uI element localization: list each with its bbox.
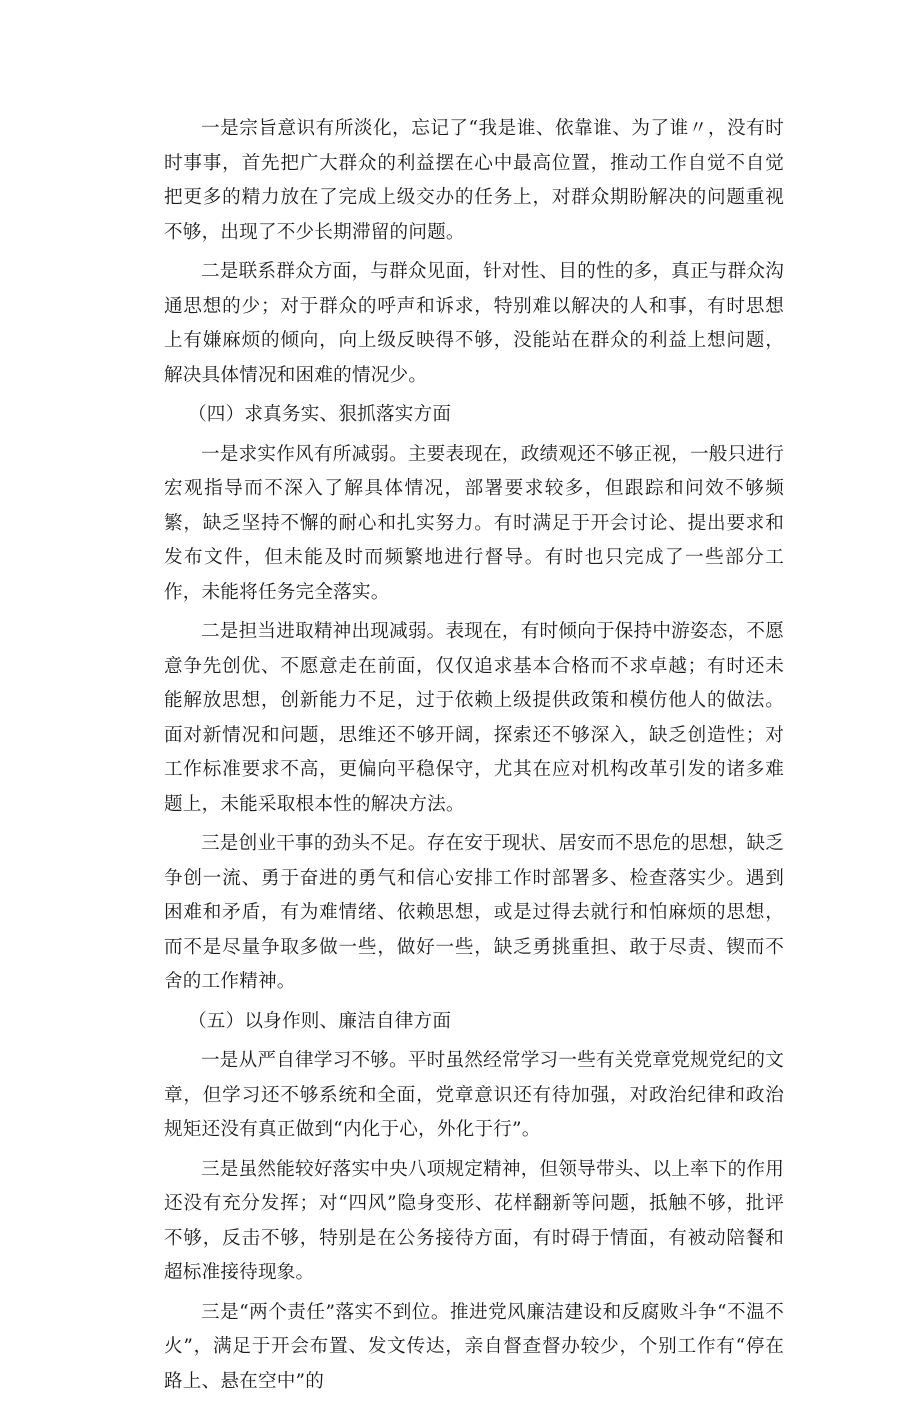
paragraph-lianxi-qunzhong: 二是联系群众方面，与群众见面，针对性、目的性的多，真正与群众沟通思想的少；对于群众的呼声和诉求，特别难以解决的人和事，有时思想上有嫌麻烦的倾向，向上级反映得不够，没能站在群众的利益上想问题，解决具体情况和困难的情况少。 bbox=[164, 261, 784, 386]
paragraph-dandang-jinqu: 二是担当进取精神出现减弱。表现在，有时倾向于保持中游姿态，不愿意争先创优、不愿意走在前面，仅仅追求基本合格而不求卓越；有时还未能解放思想，创新能力不足，过于依赖上级提供政策和模仿他人的做法。面对新情况和问题，思维还不够开阔，探索还不够深入，缺乏创造性；对工作标准要求不高，更偏向平稳保守，尤其在应对机构改革引发的诸多难题上，未能采取根本性的解决方法。 bbox=[164, 621, 784, 815]
paragraph-qiushi-zuofeng: 一是求实作风有所减弱。主要表现在，政绩观还不够正视，一般只进行宏观指导而不深入了解具体情况，部署要求较多，但跟踪和问效不够频繁，缺乏坚持不懈的耐心和扎实努力。有时满足于开会讨论、提出要求和发布文件，但未能及时而频繁地进行督导。有时也只完成了一些部分工作，未能将任务完全落实。 bbox=[164, 443, 784, 603]
section-heading-5: （五）以身作则、廉洁自律方面 bbox=[188, 1010, 452, 1032]
paragraph-baxiang-guiding: 三是虽然能较好落实中央八项规定精神，但领导带头、以上率下的作用还没有充分发挥；对“四风”隐身变形、花样翻新等问题，抵触不够，批评不够，反击不够，特别是在公务接待方面，有时碍于情面，有被动陪餐和超标准接待现象。 bbox=[164, 1158, 784, 1283]
paragraph-zongzhi-yishi: 一是宗旨意识有所淡化，忘记了“我是谁、依靠谁、为了谁〃，没有时时事事，首先把广大群众的利益摆在心中最高位置，推动工作自觉不自觉把更多的精力放在了完成上级交办的任务上，对群众期盼解决的问题重视不够，出现了不少长期滞留的问题。 bbox=[164, 118, 784, 243]
paragraph-congyan-zilv: 一是从严自律学习不够。平时虽然经常学习一些有关党章党规党纪的文章，但学习还不够系统和全面，党章意识还有待加强，对政治纪律和政治规矩还没有真正做到“内化于心，外化于行”。 bbox=[164, 1050, 784, 1140]
paragraph-chuangye-ganshi: 三是创业干事的劲头不足。存在安于现状、居安而不思危的思想，缺乏争创一流、勇于奋进的勇气和信心安排工作时部署多、检查落实少。遇到困难和矛盾，有为难情绪、依赖思想，或是过得去就行和怕麻烦的思想，而不是尽量争取多做一些，做好一些，缺乏勇挑重担、敢于尽责、锲而不舍的工作精神。 bbox=[164, 833, 784, 992]
section-heading-4: （四）求真务实、狠抓落实方面 bbox=[188, 404, 452, 425]
paragraph-liangge-zeren: 三是“两个责任”落实不到位。推进党风廉洁建设和反腐败斗争“不温不火”，满足于开会布置、发文传达，亲自督查督办较少，个别工作有“停在路上、悬在空中”的 bbox=[164, 1301, 784, 1392]
document-body bbox=[164, 112, 784, 1404]
